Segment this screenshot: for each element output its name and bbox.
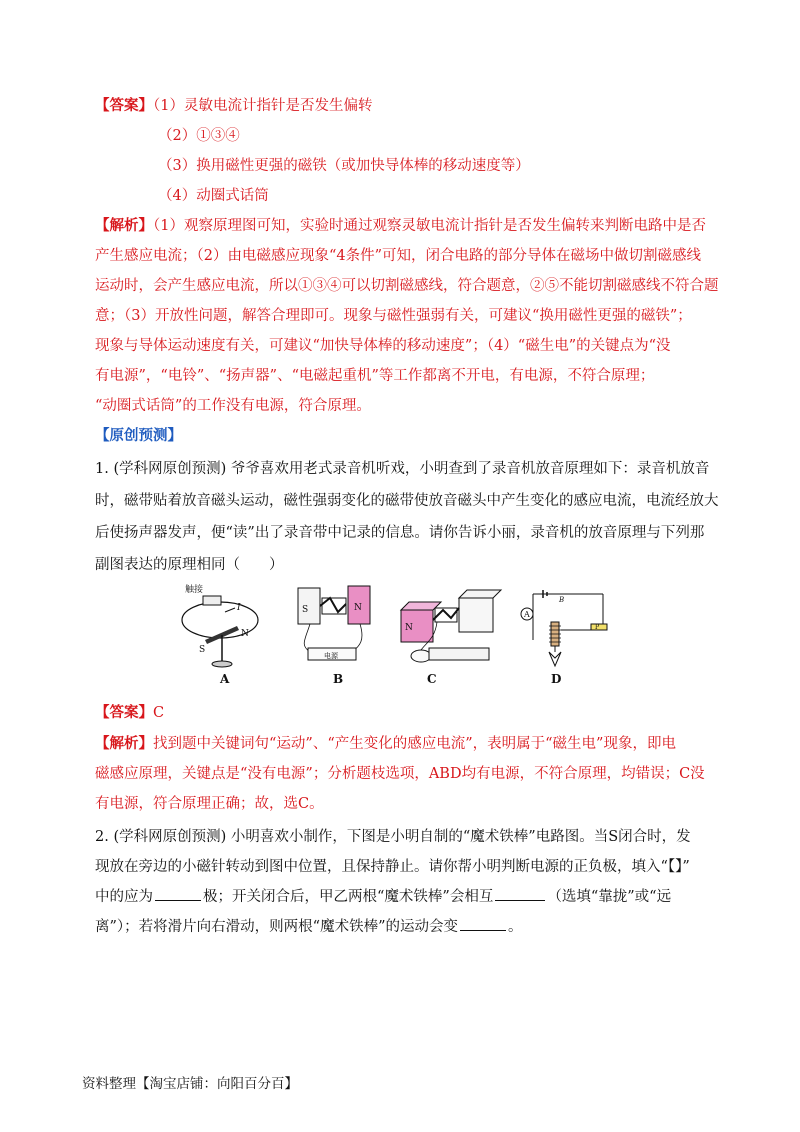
- q2-line-4-part-a: 离”）；若将滑片向右滑动，则两根“魔术铁棒”的运动会变: [95, 919, 458, 935]
- figure-c-magnet-right-top: [459, 590, 501, 598]
- figure-c-magnet-right: [459, 598, 493, 632]
- analysis2-line-2: 磁感应原理，关键点是“没有电源”；分析题枝选项，ABD均有电源，不符合原理，均错误；C没: [95, 766, 705, 782]
- q2-line-3-part-b: 极；开关闭合后，甲乙两根“魔术铁棒”会相互: [203, 889, 494, 905]
- analysis2-text: 找到题中关键词句“运动”、“产生变化的感应电流”，表明属于“磁生电”现象，即电: [153, 736, 676, 752]
- analysis-line-2: 产生感应电流；（2）由电磁感应现象“4条件”可知，闭合电路的部分导体在磁场中做切割磁感线: [95, 248, 702, 264]
- change-blank[interactable]: [460, 918, 506, 931]
- figure-a-diagram: [175, 580, 270, 672]
- figure-d-label: D: [551, 672, 562, 686]
- analysis-line-5: 现象与导体运动速度有关，可建议“加快导体棒的移动速度”；（4）“磁生电”的关键点为“没: [95, 338, 671, 354]
- answer2-line: [95, 703, 715, 723]
- answer-line-2: （2）①③④: [158, 128, 240, 144]
- analysis-line-3: 运动时，会产生感应电流，所以①③④可以切割磁感线，符合题意，②⑤不能切割磁感线不符合题: [95, 278, 719, 294]
- answer-text: （1）灵敏电流计指针是否发生偏转: [153, 98, 373, 114]
- analysis2-line-3: 有电源，符合原理正确；故，选C。: [95, 796, 324, 812]
- figure-a-base: [212, 661, 232, 667]
- figure-c-label: C: [427, 672, 437, 686]
- q1-line-3: 后使扬声器发声，便“读”出了录音带中记录的信息。请你告诉小丽，录音机的放音原理与下列那: [95, 525, 705, 541]
- footer-credit: 资料整理【淘宝店铺：向阳百分百】: [82, 1076, 298, 1092]
- figure-a-label: A: [220, 672, 230, 686]
- pole-blank[interactable]: [155, 888, 201, 901]
- q2-line-3: [95, 887, 715, 907]
- analysis-line-6: 有电源”，“电铃”、“扬声器”、“电磁起重机”等工作都离不开电，有电源，不符合原理；: [95, 368, 655, 384]
- figure-d-plate-label: P: [595, 624, 600, 631]
- figure-a-pole-s: S: [199, 645, 206, 655]
- q2-line-4: [95, 917, 715, 937]
- q1-line-2: 时，磁带贴着放音磁头运动，磁性强弱变化的磁带使放音磁头中产生变化的感应电流，电流经放大: [95, 493, 719, 509]
- answer2-tag: 【答案】: [95, 704, 153, 721]
- q2-line-2: 现放在旁边的小磁针转动到图中位置，且保持静止。请你帮小明判断电源的正负极，填入“【】”: [95, 859, 690, 875]
- figure-b-diagram: [290, 580, 385, 672]
- motion-blank[interactable]: [495, 888, 545, 901]
- figure-d-contact-label: B: [559, 596, 565, 604]
- q2-line-1: 2. (学科网原创预测) 小明喜欢小制作，下图是小明自制的“魔术铁棒”电路图。当S闭合时，发: [95, 829, 691, 845]
- figure-a-contact-label: 触接: [185, 585, 204, 595]
- figure-b-pole-n: N: [354, 603, 362, 613]
- analysis-line-1: [95, 216, 715, 236]
- q1-figure-strip: [175, 580, 635, 688]
- figure-a-current-label: I: [237, 603, 241, 613]
- q2-line-3-part-a: 中的应为: [95, 889, 153, 905]
- figure-d-meter-label: A: [524, 610, 530, 619]
- figure-b-label: B: [333, 672, 344, 686]
- q1-line-1: 1. (学科网原创预测) 爷爷喜欢用老式录音机听戏，小明查到了录音机放音原理如下：录音机放音: [95, 461, 710, 477]
- section-title: 【原创预测】: [95, 427, 182, 444]
- analysis-tag: 【解析】: [95, 217, 153, 234]
- analysis-line-7: “动圈式话筒”的工作没有电源，符合原理。: [95, 398, 371, 414]
- figure-c-diagram: [397, 580, 507, 672]
- answer-tag: 【答案】: [95, 97, 153, 114]
- figure-a-pole-n: N: [241, 629, 249, 639]
- figure-d-clip: [549, 652, 561, 666]
- figure-c-roller: [429, 648, 489, 660]
- answer2-text: C: [153, 705, 165, 721]
- analysis-line-4: 意；（3）开放性问题，解答合理即可。现象与磁性强弱有关，可建议“换用磁性更强的磁铁”；: [95, 308, 692, 324]
- answer-line-3: （3）换用磁性更强的磁铁（或加快导体棒的移动速度等）: [158, 158, 530, 174]
- answer-line-1: [95, 96, 715, 116]
- figure-c-pole-n: N: [405, 623, 413, 633]
- figure-b-pole-s: S: [302, 605, 309, 615]
- figure-b-battery-label: 电源: [324, 652, 338, 660]
- analysis2-line-1: [95, 734, 715, 754]
- analysis-text: （1）观察原理图可知，实验时通过观察灵敏电流计指针是否发生偏转来判断电路中是否: [153, 218, 706, 234]
- figure-a-current-arrow: [225, 608, 235, 612]
- q1-line-4: 副图表达的原理相同（ ）: [95, 557, 284, 573]
- answer-line-4: （4）动圈式话筒: [158, 188, 269, 204]
- figure-d-diagram: [515, 580, 615, 672]
- analysis2-tag: 【解析】: [95, 735, 153, 752]
- q2-line-4-part-b: 。: [508, 919, 523, 935]
- figure-a-contact: [203, 596, 221, 605]
- q2-line-3-part-c: （选填“靠拢”或“远: [547, 889, 672, 905]
- figure-c-wheel: [411, 650, 431, 662]
